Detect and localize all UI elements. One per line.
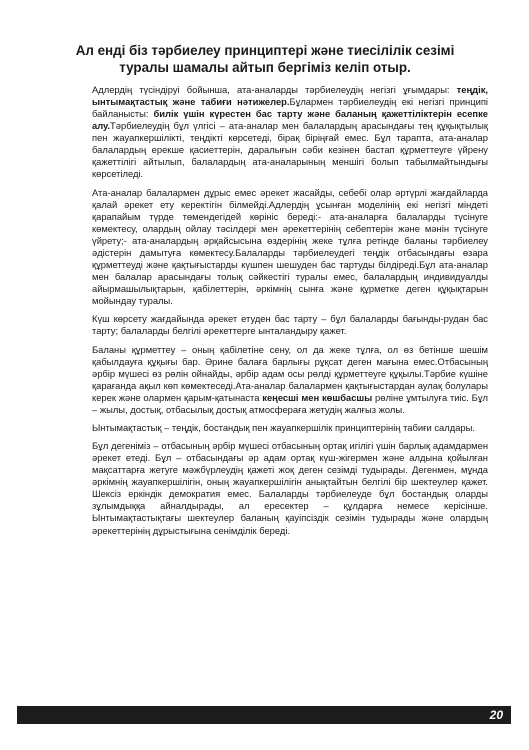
paragraph-3: Күш көрсету жағдайында әрекет етуден бас тарту – бұл балаларды бағынды-рудан бас тарту; балаларды белгілі әрекеттерге ынталандыру қажет.: [92, 313, 488, 337]
paragraph-1: [92, 84, 488, 180]
page-number: 20: [489, 708, 503, 722]
main-text: [92, 84, 488, 543]
p4-text-a: Баланы құрметтеу – оның қабілетіне сену, ол да жеке тұлға, ол өз бетінше шешім қабылдауға құқығы бар. Әрине балаға барлығы рұқсат деген мағына емес.Отбасының әрбір мүшесі өз рөлін ойнайды, әрбір адам осы рөлді құрметтеуге құқылы.Тәрбие күшіне қарағанда ақыл көп көмектеседі.Ата-аналар балалармен қақтығыстардан аулақ болулары керек және олармен қарым-қатынаста: [92, 343, 488, 403]
p4-bold: кеңесші мен көшбасшы: [262, 391, 373, 403]
p1-text-b: Бұлармен тәрбиелеудің екі негізгі принципі байланысты:: [92, 96, 488, 120]
p1-bold-a: теңдік, ынтымақтастық және табиғи нәтижелер.: [92, 84, 488, 108]
p1-bold-b: билік үшін күрестен бас тарту және баланың қажеттіліктерін есепке алу.: [92, 108, 488, 132]
footer-bar: [17, 706, 511, 724]
paragraph-4: [92, 344, 488, 416]
p1-text-a: Адлердің түсіндіруі бойынша, ата-аналарды тәрбиелеудің негізгі ұғымдары:: [92, 84, 457, 95]
paragraph-6: Бұл дегеніміз – отбасының әрбір мүшесі отбасының ортақ игілігі үшін барлық адамдармен әрекет етеді. Бұл – отбасындағы әр адам ортақ күш-жігермен және алдына қойылған мақсаттарға жетуге мәжбүрлеудің қажеті жоқ деген сезімді тудырады. Дегенмен, мұнда әркімнің жауапкершілігін, оның жауапкершілігін анықтайтын белгілі бір шектеулер қажет. Шексіз еркіндік демократия емес. Балаларды тәрбиелеуде бұл бостандық оларды зұлымдыққа айналдырады, ал ересектер – құлдарға немесе керісінше. Ынтымақтастықтағы шектеулер баланың қауіпсіздік сезімін тудырады және олардың әрекеттерінің дұрыстығына сенімділік береді.: [92, 440, 488, 536]
paragraph-2: Ата-аналар балалармен дұрыс емес әрекет жасайды, себебі олар әртүрлі жағдайларда қалай әрекет ету керектігін білмейді.Адлердің ұсынған моделінің екі негізгі міндеті қарапайым түрде төмендегідей көрініс береді:- ата-аналарға балаларды түсінуге көмектесу, олардың ойлау тәсілдері мен әрекеттерінің себептерін және мәнін түсінуге үйрету;- ата-аналардың әрқайсысына өздерінің жеке тұлға ретінде баланы тәрбиелеу әдістерін дамытуға көмектесу.Балаларды тәрбиелеудегі теңдік отбасындағы өзара құрметтеуді және қақтығыстарды күшпен шешуден бас тартуды білдіреді.Бұл ата-аналар мен балалар арасындағы толық сәйкестігі туралы емес, балалардың индивидуалды айырмашылықтарын, қабілеттерін, әркімнің сынға және құрметке деген құқықтарын мойындау туралы.: [92, 186, 488, 306]
p1-text-c: Тәрбиелеудің бұл үлгісі – ата-аналар мен балалардың арасындағы тең құқықтылық пен жауапкершілікті, теңдікті көрсетеді, бірақ біріңғай емес. Бұл тарапта, ата-аналар балалардың ерекше қасиеттерін, даралығын сәби кезінен бастап құрметтеуге үйрену қажеттілігі айтылып, балалардың ата-аналарының меншігі болып табылмайтындығы көрсетіледі.: [92, 120, 488, 180]
p4-text-b: рөліне ұмтылуға тиіс. Бұл – жылы, достық, отбасылық достық атмосфераға жетудің жалғыз жолы.: [92, 391, 488, 415]
page-title: Ал енді біз тәрбиелеу принциптері және тиесілілік сезімі туралы шамалы айтып бергіміз келіп отыр.: [75, 43, 455, 75]
paragraph-5: Ынтымақтастық – теңдік, бостандық пен жауапкершілік принциптерінің табиғи салдары.: [92, 421, 475, 433]
